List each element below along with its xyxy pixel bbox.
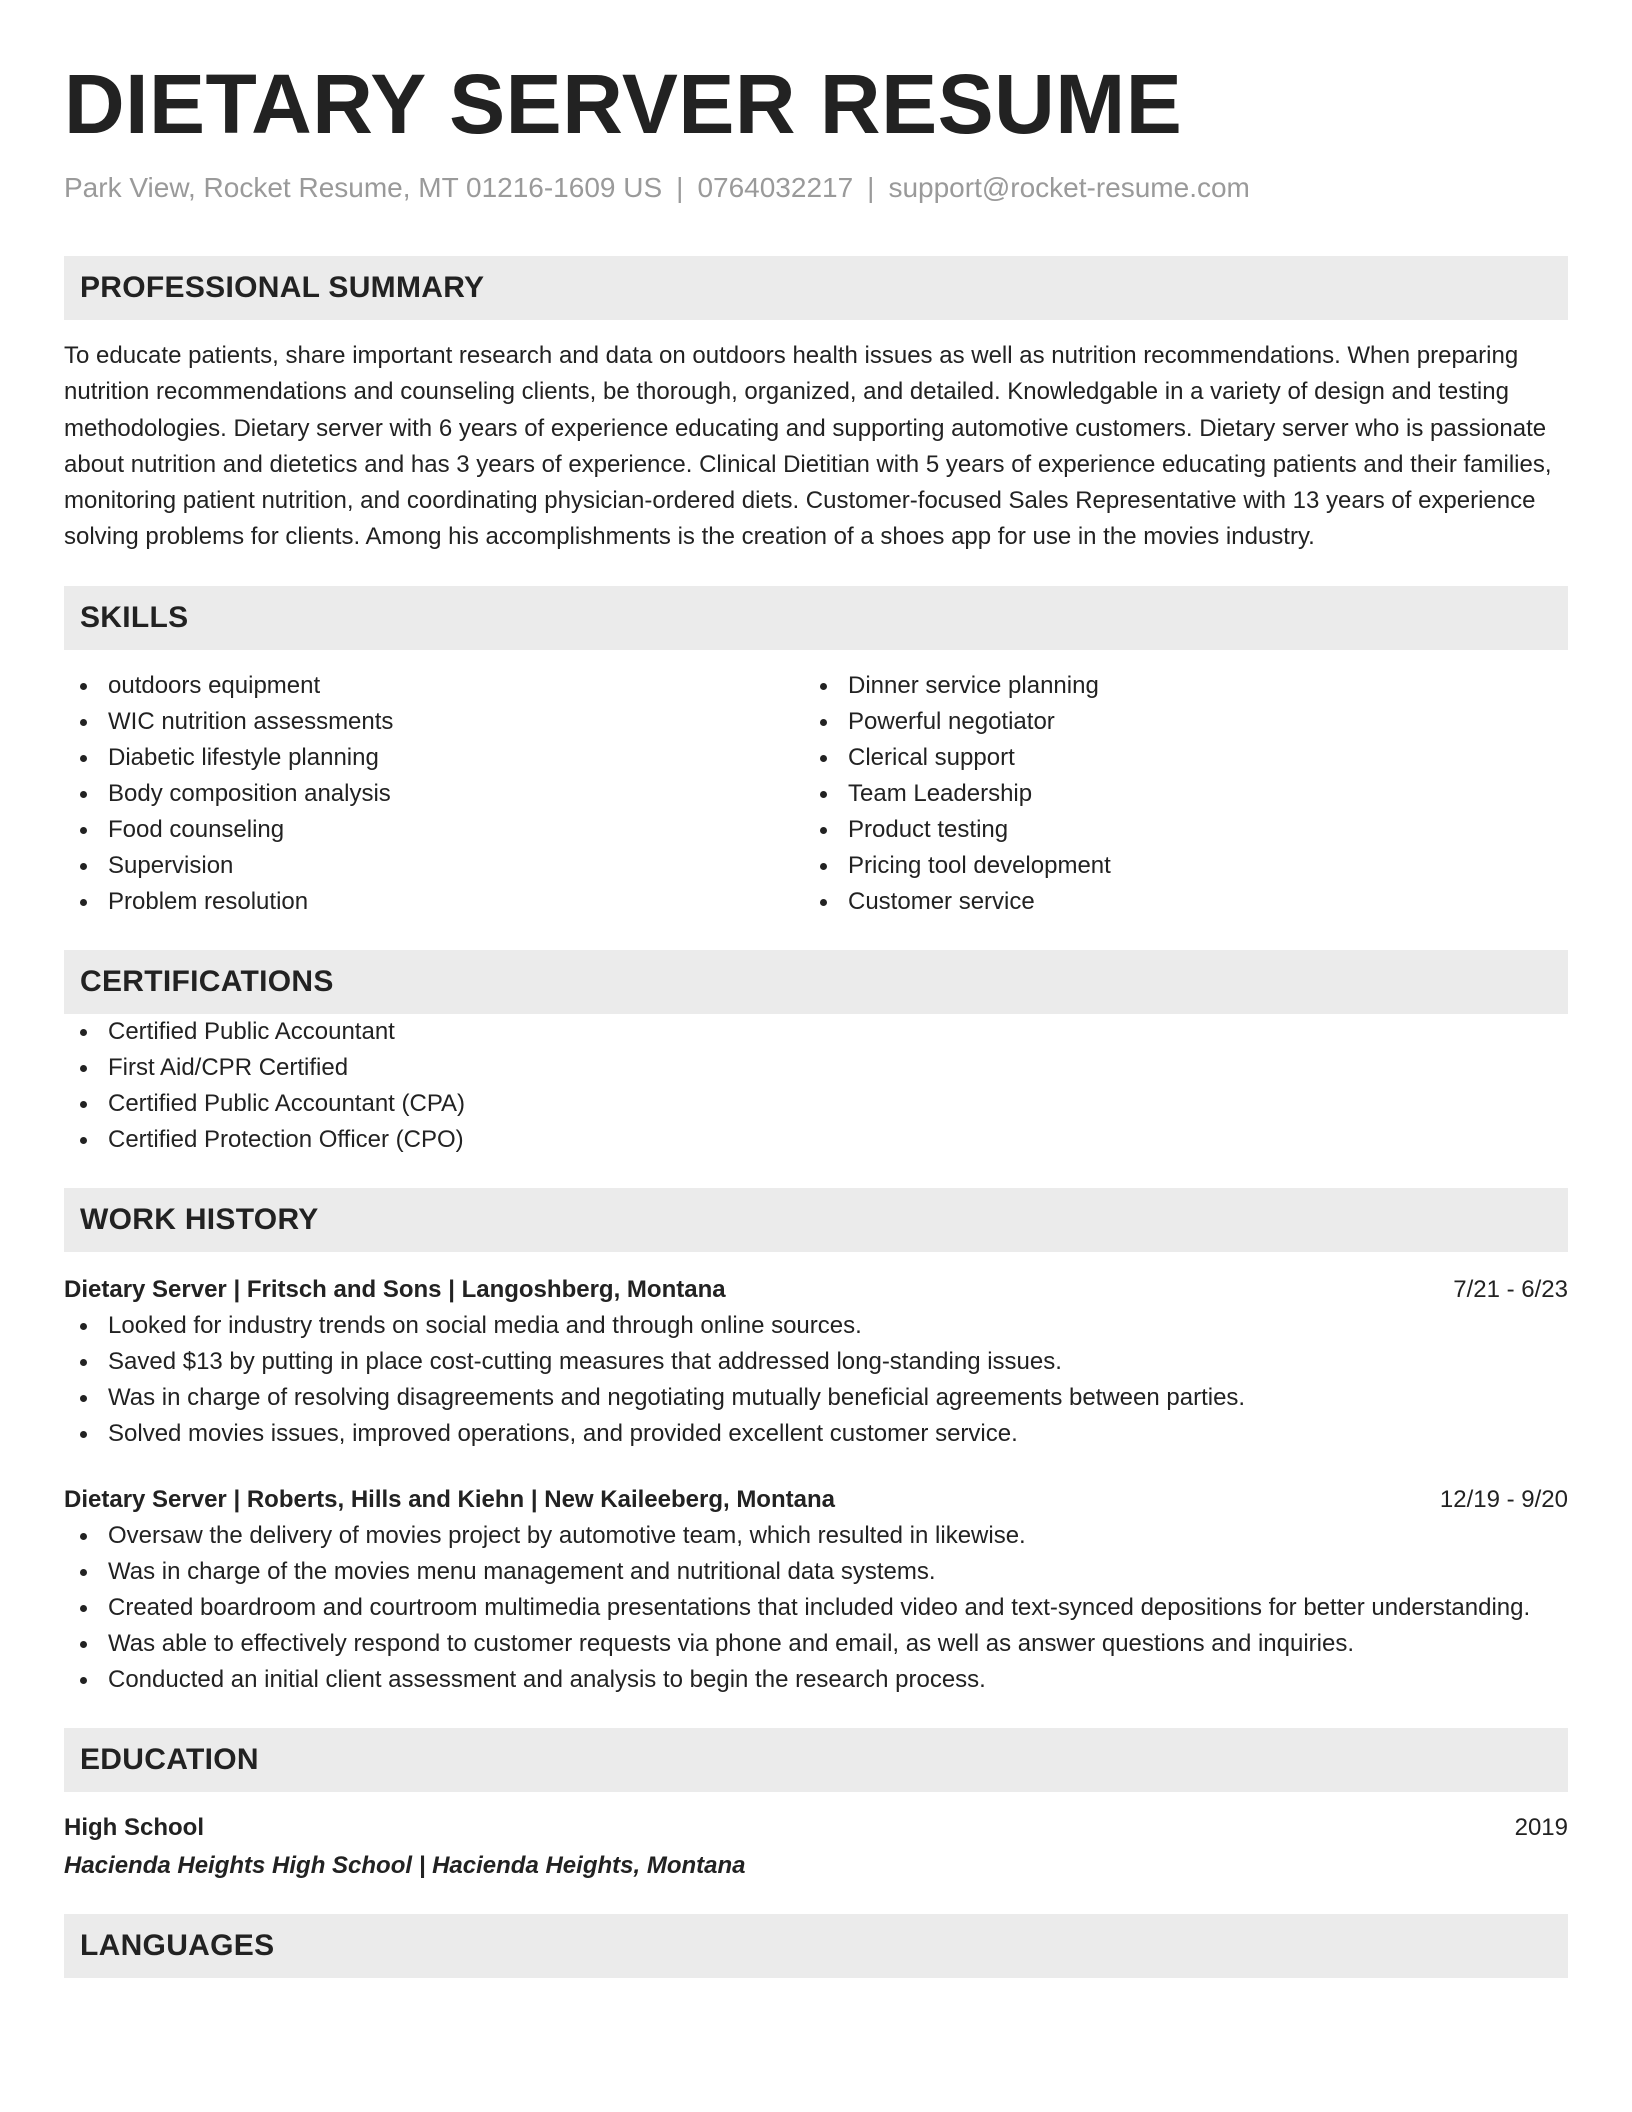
skill-item: Supervision — [64, 848, 804, 884]
job-bullet: Was in charge of the movies menu management and nutritional data systems. — [64, 1554, 1568, 1590]
education-year: 2019 — [1514, 1813, 1568, 1841]
job-dates: 7/21 - 6/23 — [1453, 1275, 1568, 1303]
skill-item: Product testing — [804, 812, 1544, 848]
job-entry — [64, 1482, 1568, 1698]
job-bullet: Looked for industry trends on social media and through online sources. — [64, 1308, 1568, 1344]
contact-separator: | — [867, 172, 875, 203]
skill-item: Pricing tool development — [804, 848, 1544, 884]
job-bullet: Was able to effectively respond to customer requests via phone and email, as well as answer questions and inquiries. — [64, 1626, 1568, 1662]
skill-item: Problem resolution — [64, 884, 804, 920]
job-title: Dietary Server | Fritsch and Sons | Langoshberg, Montana — [64, 1275, 726, 1303]
skill-item: Body composition analysis — [64, 776, 804, 812]
job-dates: 12/19 - 9/20 — [1439, 1485, 1568, 1513]
job-header — [64, 1482, 1568, 1518]
job-bullet: Conducted an initial client assessment and analysis to begin the research process. — [64, 1662, 1568, 1698]
skill-item: Powerful negotiator — [804, 704, 1544, 740]
certification-item: Certified Protection Officer (CPO) — [64, 1122, 1568, 1158]
skills-section-header: SKILLS — [64, 586, 1568, 650]
job-bullet: Was in charge of resolving disagreements and negotiating mutually beneficial agreements between parties. — [64, 1380, 1568, 1416]
education-header — [64, 1810, 1568, 1846]
skill-item: WIC nutrition assessments — [64, 704, 804, 740]
skill-item: Customer service — [804, 884, 1544, 920]
summary-section-header: PROFESSIONAL SUMMARY — [64, 256, 1568, 320]
resume-title: DIETARY SERVER RESUME — [64, 57, 1183, 151]
education-section-header: EDUCATION — [64, 1728, 1568, 1792]
skill-item: outdoors equipment — [64, 668, 804, 704]
certifications-section-header: CERTIFICATIONS — [64, 950, 1568, 1014]
certification-item: Certified Public Accountant — [64, 1014, 1568, 1050]
job-bullet: Saved $13 by putting in place cost-cutting measures that addressed long-standing issues. — [64, 1344, 1568, 1380]
skill-item: Food counseling — [64, 812, 804, 848]
job-bullet: Created boardroom and courtroom multimedia presentations that included video and text-synced depositions for better understanding. — [64, 1590, 1568, 1626]
contact-address: Park View, Rocket Resume, MT 01216-1609 US — [64, 172, 663, 203]
job-header — [64, 1272, 1568, 1308]
skill-item: Clerical support — [804, 740, 1544, 776]
contact-email: support@rocket-resume.com — [888, 172, 1250, 203]
contact-separator: | — [676, 172, 684, 203]
summary-text: To educate patients, share important research and data on outdoors health issues as well as nutrition recommendations. When preparing nutrition recommendations and counseling clients, be thorough, organized, and detailed. Knowledgable in a variety of design and testing methodologies. Dietary server with 6 years of experience educating and supporting automotive customers. Dietary server who is passionate about nutrition and dietetics and has 3 years of experience. Clinical Dietitian with 5 years of experience educating patients and their families, monitoring patient nutrition, and coordinating physician-ordered diets. Customer-focused Sales Representative with 13 years of experience solving problems for clients. Among his accomplishments is the creation of a shoes app for use in the movies industry. — [64, 342, 1552, 551]
job-title: Dietary Server | Roberts, Hills and Kiehn | New Kaileeberg, Montana — [64, 1485, 835, 1513]
certifications-list — [64, 1014, 1568, 1158]
job-bullet-list — [64, 1518, 1568, 1698]
skill-item: Diabetic lifestyle planning — [64, 740, 804, 776]
certification-item: Certified Public Accountant (CPA) — [64, 1086, 1568, 1122]
education-entry — [64, 1810, 1568, 1886]
education-school: Hacienda Heights High School | Hacienda Heights, Montana — [64, 1851, 746, 1879]
certification-item: First Aid/CPR Certified — [64, 1050, 1568, 1086]
skills-list-left — [64, 668, 804, 920]
job-bullet-list — [64, 1308, 1568, 1452]
skills-list-right — [804, 668, 1544, 920]
education-degree: High School — [64, 1813, 204, 1841]
skill-item: Team Leadership — [804, 776, 1544, 812]
job-entry — [64, 1272, 1568, 1452]
contact-phone: 0764032217 — [697, 172, 854, 203]
job-bullet: Solved movies issues, improved operations, and provided excellent customer service. — [64, 1416, 1568, 1452]
work-history-section-header: WORK HISTORY — [64, 1188, 1568, 1252]
contact-line — [64, 170, 1568, 206]
skill-item: Dinner service planning — [804, 668, 1544, 704]
skills-grid — [64, 668, 1568, 920]
job-bullet: Oversaw the delivery of movies project by automotive team, which resulted in likewise. — [64, 1518, 1568, 1554]
languages-section-header: LANGUAGES — [64, 1914, 1568, 1978]
